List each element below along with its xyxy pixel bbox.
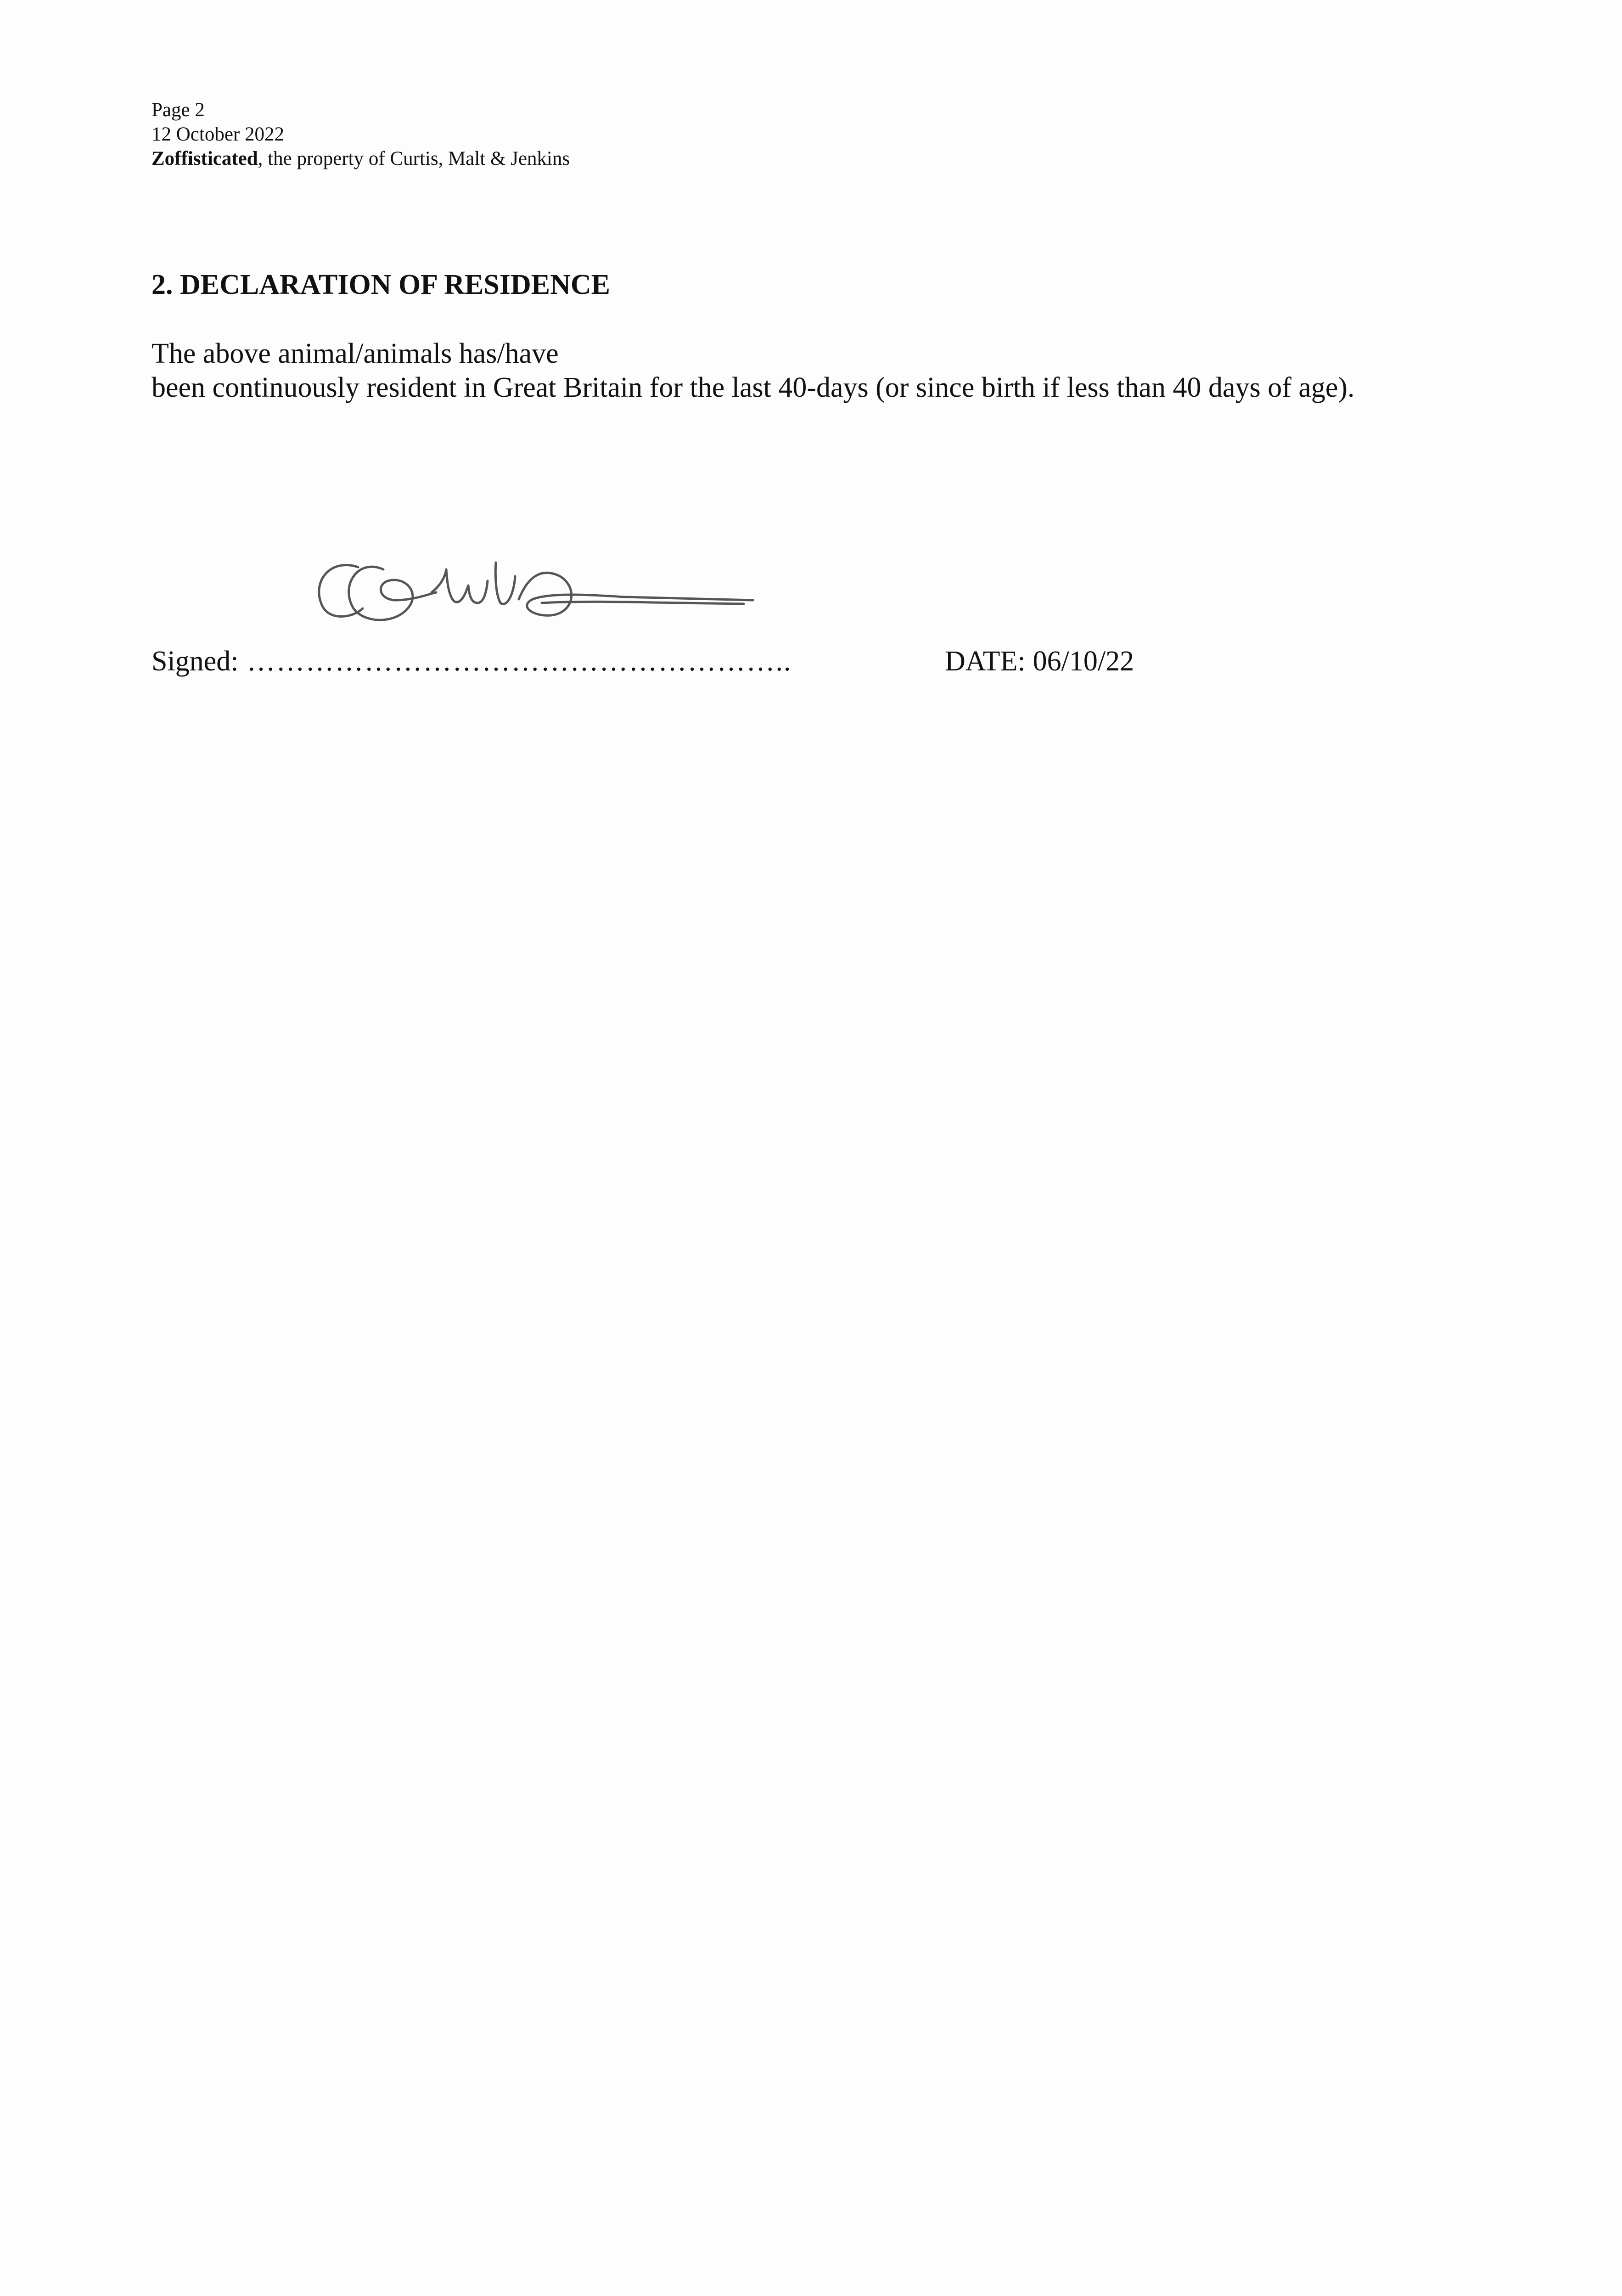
- signature-dotted-line: ………………………………………………..: [247, 646, 792, 677]
- date-label: DATE:: [945, 646, 1026, 677]
- section-title: 2. DECLARATION OF RESIDENCE: [152, 269, 611, 300]
- page-number: Page 2: [152, 99, 205, 121]
- property-name: Zoffisticated: [152, 148, 258, 169]
- signed-label: Signed:: [152, 646, 239, 677]
- declaration-text: [152, 337, 1355, 405]
- header-date: 12 October 2022: [152, 124, 284, 145]
- signed-line: [152, 644, 791, 678]
- declaration-line-2: been continuously resident in Great Britain for the last 40-days (or since birth if less than 40 days of age).: [152, 372, 1355, 403]
- property-owner: , the property of Curtis, Malt & Jenkins: [258, 148, 570, 169]
- property-line: [152, 146, 570, 171]
- date-value: 06/10/22: [1033, 646, 1134, 677]
- handwritten-signature: [303, 549, 762, 631]
- date-line: [945, 644, 1134, 678]
- page-header: [152, 98, 570, 171]
- declaration-line-1: The above animal/animals has/have: [152, 338, 559, 369]
